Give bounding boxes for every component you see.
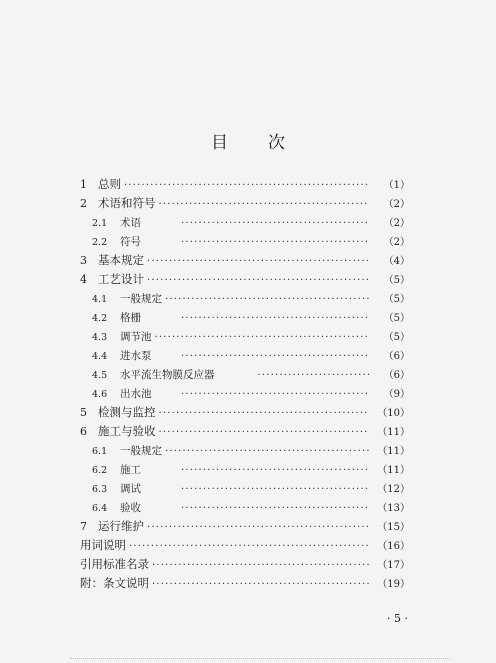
toc-entry bbox=[80, 233, 410, 252]
toc-entry-page: （11） bbox=[377, 465, 410, 476]
toc-entry-number: 4.4 bbox=[92, 351, 108, 362]
toc-leader-dots bbox=[181, 218, 369, 229]
toc-entry-label: 引用标准名录 bbox=[80, 557, 149, 571]
toc-entry-page: （6） bbox=[383, 370, 410, 381]
toc-entry-label: 进水泵 bbox=[120, 350, 152, 362]
toc-leader-dots bbox=[258, 370, 370, 381]
toc-leader-dots bbox=[159, 408, 370, 419]
toc-entry-number: 2 bbox=[80, 197, 87, 210]
toc-leader-dots bbox=[181, 313, 369, 324]
toc-entry-number: 4.2 bbox=[92, 313, 108, 324]
toc-entry-page: （16） bbox=[377, 541, 410, 552]
toc-entry-label: 附：条文说明 bbox=[80, 576, 149, 590]
toc-entry-number: 6.4 bbox=[92, 503, 108, 514]
toc-leader-dots bbox=[152, 579, 369, 590]
toc-entry-number: 3 bbox=[80, 254, 87, 267]
toc-entry-page: （19） bbox=[377, 579, 410, 590]
toc-entry-label: 总则 bbox=[98, 177, 121, 191]
toc-leader-dots bbox=[165, 294, 369, 305]
toc-leader-dots bbox=[147, 275, 369, 286]
toc-entry-label: 术语和符号 bbox=[98, 196, 156, 210]
toc-entry-page: （15） bbox=[377, 522, 410, 533]
toc-entry-page: （1） bbox=[383, 180, 410, 191]
toc-entry-page: （2） bbox=[383, 218, 410, 229]
toc-leader-dots bbox=[159, 199, 370, 210]
toc-entry bbox=[80, 404, 410, 423]
toc-entry-page: （10） bbox=[377, 408, 410, 419]
toc-entry-number: 6.3 bbox=[92, 484, 108, 495]
toc-leader-dots bbox=[159, 427, 370, 438]
toc-entry-label: 验收 bbox=[120, 502, 141, 514]
toc-leader-dots bbox=[181, 484, 369, 495]
toc-entry bbox=[80, 271, 410, 290]
toc-entry-label: 工艺设计 bbox=[98, 272, 144, 286]
toc-leader-dots bbox=[155, 332, 370, 343]
toc-entry-page: （5） bbox=[383, 275, 410, 286]
toc-leader-dots bbox=[124, 180, 369, 191]
toc-entry bbox=[80, 575, 410, 594]
toc-leader-dots bbox=[181, 389, 369, 400]
toc-entry bbox=[80, 214, 410, 233]
toc-entry-label: 检测与监控 bbox=[98, 405, 156, 419]
toc-entry-label: 施工 bbox=[120, 464, 141, 476]
toc-entry-number: 6 bbox=[80, 425, 87, 438]
toc-entry-number: 6.1 bbox=[92, 446, 108, 457]
toc-entry-page: （2） bbox=[383, 237, 410, 248]
toc-entry-number: 2.1 bbox=[92, 218, 108, 229]
toc-entry-page: （2） bbox=[383, 199, 410, 210]
toc-entry bbox=[80, 328, 410, 347]
toc-leader-dots bbox=[181, 237, 369, 248]
toc-leader-dots bbox=[181, 465, 369, 476]
toc-entry-number: 2.2 bbox=[92, 237, 108, 248]
toc-entry-page: （5） bbox=[383, 294, 410, 305]
toc-entry bbox=[80, 442, 410, 461]
toc-entry-label: 一般规定 bbox=[120, 293, 162, 305]
toc-entry bbox=[80, 461, 410, 480]
toc-entry-page: （5） bbox=[383, 332, 410, 343]
toc-entry bbox=[80, 290, 410, 309]
toc-entry bbox=[80, 423, 410, 442]
toc-entry-label: 出水池 bbox=[120, 388, 152, 400]
toc-entry-page: （4） bbox=[383, 256, 410, 267]
toc-entry bbox=[80, 556, 410, 575]
toc-entry bbox=[80, 518, 410, 537]
toc-entry-label: 调试 bbox=[120, 483, 141, 495]
toc-entry bbox=[80, 347, 410, 366]
toc-leader-dots bbox=[181, 503, 369, 514]
toc-entry-label: 格栅 bbox=[120, 312, 141, 324]
toc-leader-dots bbox=[147, 522, 369, 533]
toc-entry bbox=[80, 537, 410, 556]
toc-entry bbox=[80, 499, 410, 518]
toc-entry-page: （13） bbox=[377, 503, 410, 514]
title-char-2: 次 bbox=[268, 133, 285, 153]
toc-leader-dots bbox=[165, 446, 369, 457]
toc-entry-number: 7 bbox=[80, 520, 87, 533]
title-char-1: 目 bbox=[211, 133, 228, 153]
toc-entry bbox=[80, 366, 410, 385]
toc-entry bbox=[80, 252, 410, 271]
toc-entry bbox=[80, 385, 410, 404]
toc-entry-label: 一般规定 bbox=[120, 445, 162, 457]
toc-leader-dots bbox=[147, 256, 369, 267]
page-number: · 5 · bbox=[387, 612, 408, 625]
toc-leader-dots bbox=[181, 351, 369, 362]
toc-entry-number: 4.3 bbox=[92, 332, 108, 343]
toc-entry-label: 施工与验收 bbox=[98, 424, 156, 438]
toc-entry-page: （17） bbox=[377, 560, 410, 571]
page-title bbox=[0, 128, 496, 153]
toc-entry-page: （6） bbox=[383, 351, 410, 362]
table-of-contents bbox=[80, 176, 410, 594]
toc-entry-number: 4 bbox=[80, 273, 87, 286]
toc-entry-number: 1 bbox=[80, 178, 87, 191]
toc-entry-page: （5） bbox=[383, 313, 410, 324]
toc-entry-label: 术语 bbox=[120, 217, 141, 229]
toc-entry bbox=[80, 309, 410, 328]
toc-leader-dots bbox=[152, 560, 369, 571]
toc-entry-label: 水平流生物膜反应器 bbox=[120, 369, 215, 381]
toc-entry-label: 调节池 bbox=[120, 331, 152, 343]
scan-artifact-line bbox=[70, 658, 450, 660]
toc-leader-dots bbox=[129, 541, 369, 552]
toc-entry-number: 6.2 bbox=[92, 465, 108, 476]
toc-entry bbox=[80, 480, 410, 499]
toc-entry-number: 4.5 bbox=[92, 370, 108, 381]
toc-entry-page: （9） bbox=[383, 389, 410, 400]
toc-entry bbox=[80, 176, 410, 195]
toc-entry-label: 用词说明 bbox=[80, 538, 126, 552]
toc-entry-page: （11） bbox=[377, 446, 410, 457]
toc-entry-label: 符号 bbox=[120, 236, 141, 248]
toc-entry-label: 基本规定 bbox=[98, 253, 144, 267]
toc-entry-label: 运行维护 bbox=[98, 519, 144, 533]
toc-entry-number: 4.1 bbox=[92, 294, 108, 305]
toc-entry-page: （11） bbox=[377, 427, 410, 438]
toc-entry bbox=[80, 195, 410, 214]
toc-entry-number: 5 bbox=[80, 406, 87, 419]
toc-entry-page: （12） bbox=[377, 484, 410, 495]
toc-entry-number: 4.6 bbox=[92, 389, 108, 400]
